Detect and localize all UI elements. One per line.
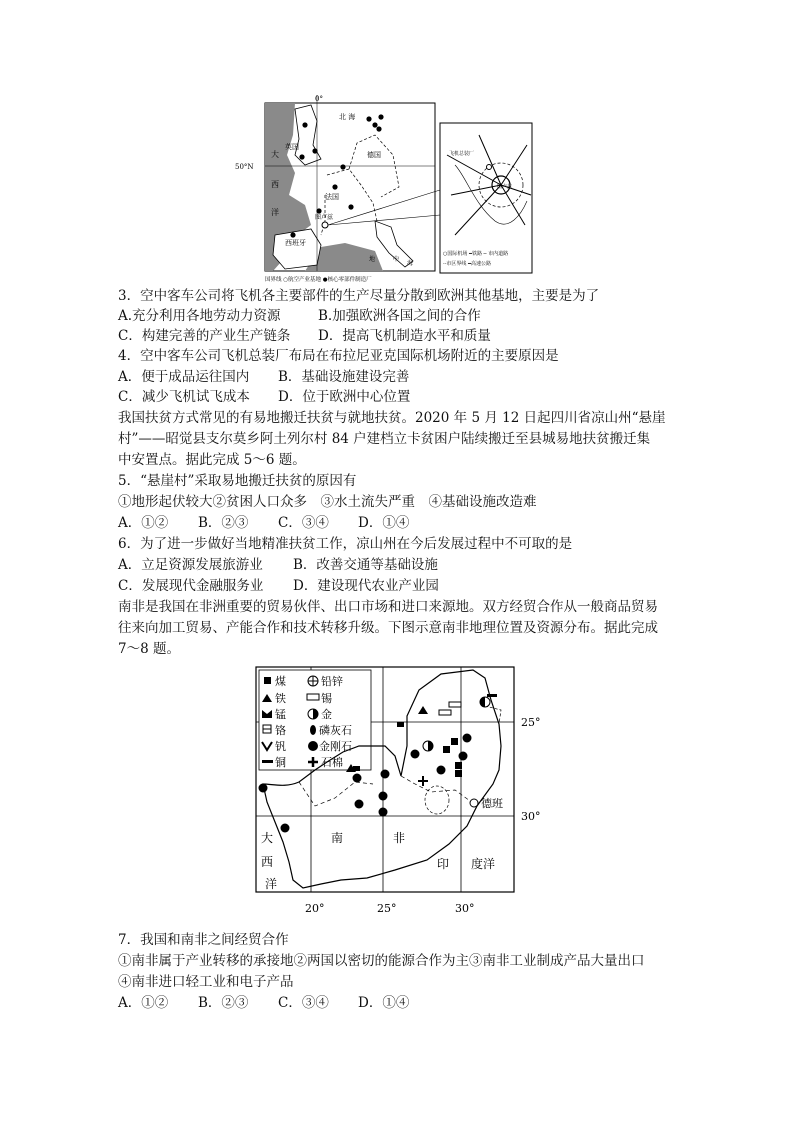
legend-apatite: 磷灰石	[319, 724, 352, 737]
q4-option-c[interactable]: C．减少飞机试飞成本	[118, 389, 250, 405]
legend-lead-zinc: 铅锌	[321, 675, 343, 688]
lon-20-label: 20°	[305, 902, 325, 915]
q5-options	[118, 513, 409, 533]
meridian-label: 0°	[315, 95, 323, 103]
ocean-label: 度洋	[471, 857, 496, 871]
atlantic-label-3: 洋	[271, 208, 279, 217]
q7-items-line1: ①南非属于产业转移的承接地②两国以密切的能源合作为主③南非工业制成产品大量出口	[118, 953, 645, 969]
q7-option-c[interactable]: C．③④	[278, 995, 329, 1011]
q4-option-b[interactable]: B．基础设施建设完善	[278, 369, 410, 385]
q4-option-a[interactable]: A．便于成品运往国内	[118, 369, 250, 385]
q4-options-row1	[118, 367, 409, 387]
passage1-line2: 村”——昭觉县支尔莫乡阿土列尔村 84 户建档立卡贫困户陆续搬迁至县城易地扶贫搬迁集	[118, 431, 651, 447]
europe-map	[235, 95, 533, 283]
lat-30-label: 30°	[521, 810, 541, 823]
q6-option-c[interactable]: C．发展现代金融服务业	[118, 578, 264, 594]
legend-chromium: 铬	[275, 724, 286, 737]
q7-stem: 7．我国和南非之间经贸合作	[118, 932, 289, 948]
q5-option-a[interactable]: A．①②	[118, 515, 169, 531]
legend-vanadium: 钒	[275, 740, 286, 753]
med-sea-label-1: 地	[369, 256, 376, 263]
inset-city-label: 图卢兹	[497, 184, 513, 190]
med-sea-label-3: 海	[407, 260, 414, 267]
legend-asbestos: 石棉	[321, 756, 343, 769]
passage2-line2: 往来向加工贸易、产能合作和技术转移升级。下图示意南非地理位置及资源分布。据此完成	[118, 620, 658, 636]
med-sea-label-2: 中	[393, 256, 400, 263]
map1-legend: 国界线 ○航空产业基地 ●核心零部件制造厂	[265, 277, 372, 283]
q7-option-b[interactable]: B．②③	[198, 995, 249, 1011]
passage1-line1: 我国扶贫方式常见的有易地搬迁扶贫与就地扶贫。2020 年 5 月 12 日起四川省凉山州“悬崖	[118, 410, 666, 426]
q7-items-line2: ④南非进口轻工业和电子产品	[118, 974, 294, 990]
africa-label: 非	[393, 831, 406, 845]
durban-label: 德班	[481, 797, 503, 810]
atlantic-label-1: 大	[271, 150, 279, 159]
south-label: 南	[331, 831, 344, 845]
inset-legend-1: ○国际机场 ━铁路 ─ 市内道路	[443, 251, 509, 257]
france-label: 法国	[325, 193, 339, 201]
q7-option-a[interactable]: A．①②	[118, 995, 169, 1011]
q6-option-b[interactable]: B．改善交通等基础设施	[293, 557, 438, 573]
legend-iron: 铁	[275, 692, 286, 705]
q4-options-row2	[118, 387, 410, 407]
q3-option-a[interactable]: A.充分利用各地劳动力资源	[118, 308, 281, 324]
q6-options-row2	[118, 576, 439, 596]
q5-option-d[interactable]: D．①④	[358, 515, 410, 531]
q5-option-b[interactable]: B．②③	[198, 515, 249, 531]
inset-legend-2: --市区界线 ━高速公路	[443, 261, 491, 267]
legend-tin: 锡	[321, 692, 332, 705]
q3-option-c[interactable]: C．构建完善的产业生产链条	[118, 328, 291, 344]
passage2-line3: 7～8 题。	[118, 641, 180, 657]
q4-option-d[interactable]: D．位于欧洲中心位置	[278, 389, 411, 405]
q3-options-row2	[118, 326, 491, 346]
inset-factory-label: 飞机总装厂	[449, 151, 475, 157]
south-africa-map	[255, 666, 555, 918]
q7-options	[118, 993, 409, 1013]
q6-option-a[interactable]: A．立足资源发展旅游业	[118, 557, 263, 573]
q7-option-d[interactable]: D．①④	[358, 995, 410, 1011]
q6-options-row1	[118, 555, 438, 575]
legend-coal: 煤	[275, 675, 286, 688]
atlantic-label-2: 西	[271, 180, 279, 189]
atlantic-label-1: 大	[261, 831, 274, 845]
q5-items: ①地形起伏较大②贫困人口众多 ③水土流失严重 ④基础设施改造难	[118, 494, 537, 510]
passage2-line1: 南非是我国在非洲重要的贸易伙伴、出口市场和进口来源地。双方经贸合作从一般商品贸易	[118, 599, 658, 615]
north-sea-label: 北 海	[339, 113, 356, 121]
lat-25-label: 25°	[521, 716, 541, 729]
q5-stem: 5．“悬崖村”采取易地搬迁扶贫的原因有	[118, 473, 357, 489]
passage1-line3: 中安置点。据此完成 5～6 题。	[118, 452, 306, 468]
q6-option-d[interactable]: D．建设现代农业产业园	[293, 578, 439, 594]
atlantic-label-3: 洋	[265, 877, 278, 891]
legend-diamond: 金刚石	[319, 740, 352, 753]
q6-stem: 6．为了进一步做好当地精准扶贫工作，凉山州在今后发展过程中不可取的是	[118, 536, 573, 552]
legend-manganese: 锰	[275, 708, 286, 721]
q3-options-row1	[118, 306, 481, 326]
legend-gold: 金	[321, 708, 332, 721]
atlantic-label-2: 西	[261, 855, 274, 869]
q3-option-d[interactable]: D．提高飞机制造水平和质量	[318, 328, 491, 344]
q5-option-c[interactable]: C．③④	[278, 515, 329, 531]
q3-stem: 3．空中客车公司将飞机各主要部件的生产尽量分散到欧洲其他基地，主要是为了	[118, 288, 600, 304]
q4-stem: 4．空中客车公司飞机总装厂布局在布拉尼亚克国际机场附近的主要原因是	[118, 348, 559, 364]
latitude-label: 50°N	[235, 163, 254, 171]
germany-label: 德国	[367, 151, 381, 159]
spain-label: 西班牙	[285, 239, 306, 247]
q3-option-b[interactable]: B.加强欧洲各国之间的合作	[318, 308, 481, 324]
uk-label: 英国	[285, 143, 299, 151]
lon-25-label: 25°	[377, 902, 397, 915]
legend-copper: 铜	[275, 756, 286, 769]
lon-30-label: 30°	[455, 902, 475, 915]
toulouse-label: 图卢兹	[315, 214, 334, 221]
indian-label: 印	[437, 857, 450, 871]
